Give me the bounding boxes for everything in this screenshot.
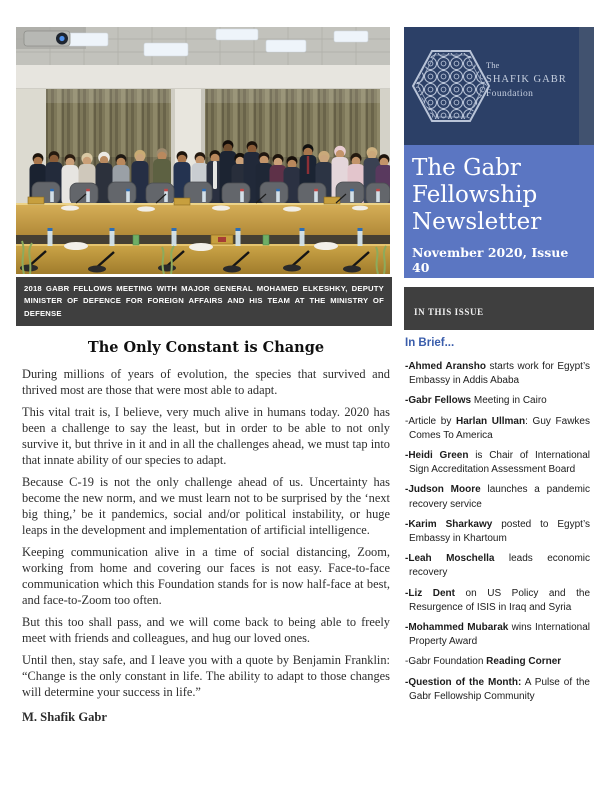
logo-box-edge [579, 27, 594, 145]
brief-item: -Leah Moschella leads economic recovery [405, 553, 590, 579]
projector [24, 31, 70, 46]
brief-item: -Article by Harlan Ullman: Guy Fawkes Comes To America [405, 415, 590, 441]
article-body [22, 366, 390, 725]
fellows-photo-scene [16, 27, 390, 274]
article-title: The Only Constant is Change [87, 339, 325, 356]
newsletter-issue: November 2020, Issue 40 [412, 245, 569, 276]
in-brief-heading: In Brief... [405, 337, 455, 349]
foundation-logo-icon [411, 44, 491, 128]
brief-item: -Judson Moore launches a pandemic recovery service [405, 484, 590, 510]
brief-item: -Question of the Month: A Pulse of the Gabr Fellowship Community [405, 676, 590, 702]
fellows-photo [16, 27, 390, 274]
brief-item: -Gabr Foundation Reading Corner [405, 656, 562, 668]
brief-list [405, 360, 590, 704]
article-paragraph: Until then, stay safe, and I leave you with a quote by Benjamin Franklin: “Change is the only constant in life. The ability to adapt to those changes will determine your success in life.” [22, 653, 390, 699]
brief-item: -Karim Sharkawy posted to Egypt’s Embassy in Khartoum [405, 518, 590, 545]
photo-caption: 2018 GABR FELLOWS MEETING WITH MAJOR GENERAL MOHAMED ELKESHKY, DEPUTY MINISTER OF DEFENCE FOR FOREIGN AFFAIRS AND HIS TEAM AT THE MINISTRY OF DEFENSE [16, 277, 392, 326]
article-paragraph: Because C-19 is not the only challenge ahead of us. Uncertainty has become the new norm, and we must learn not to be surprised by the ‘next big thing,’ be it pandemics, social and/or political instability, or huge leaps in the development and implementation of artificial intelligence. [22, 475, 390, 537]
wall-band [16, 65, 390, 89]
logo-the: The [486, 60, 500, 70]
article-paragraph: Keeping communication alive in a time of social distancing, Zoom, working from home and covering our faces is not easy. Face-to-face communication which this Foundation stands for is now half-face at best, and face-to-Zoom too often. [22, 545, 390, 607]
brief-item: -Ahmed Aransho starts work for Egypt’s Embassy in Addis Ababa [405, 361, 590, 387]
brief-item: -Heidi Green is Chair of International Sign Accreditation Assessment Board [405, 450, 590, 476]
article-signature: M. Shafik Gabr [22, 710, 108, 724]
ceiling [16, 27, 390, 65]
newsletter-title-box [404, 145, 594, 278]
article-paragraph: But this too shall pass, and we will come back to being able to freely meet with friends and colleagues, and hug our loved ones. [22, 615, 390, 645]
foundation-logo-text [486, 61, 567, 100]
in-this-issue-banner: IN THIS ISSUE [404, 287, 594, 330]
newsletter-title: The Gabr Fellowship Newsletter [412, 155, 542, 236]
article-paragraphs [22, 366, 390, 700]
logo-foundation: Foundation [486, 89, 534, 99]
article-paragraph: During millions of years of evolution, the species that survived and thrived most are those that were most able to adapt. [22, 367, 390, 397]
article-paragraph: This vital trait is, I believe, very much alive in humans today. 2020 has been a challenge to say the least, but in order to be able to not only survive it, but thrive in it and in all the challenges ahead, we must tap into that innate ability of our species to adapt. [22, 405, 390, 467]
brief-item: -Mohammed Mubarak wins International Property Award [405, 622, 590, 648]
foundation-logo-box [404, 27, 594, 145]
brief-item: -Gabr Fellows Meeting in Cairo [405, 395, 547, 407]
in-brief-section [405, 337, 590, 710]
logo-shafik-gabr: SHAFIK GABR [486, 73, 567, 85]
brief-item: -Liz Dent on US Policy and the Resurgence of ISIS in Iraq and Syria [405, 587, 591, 613]
